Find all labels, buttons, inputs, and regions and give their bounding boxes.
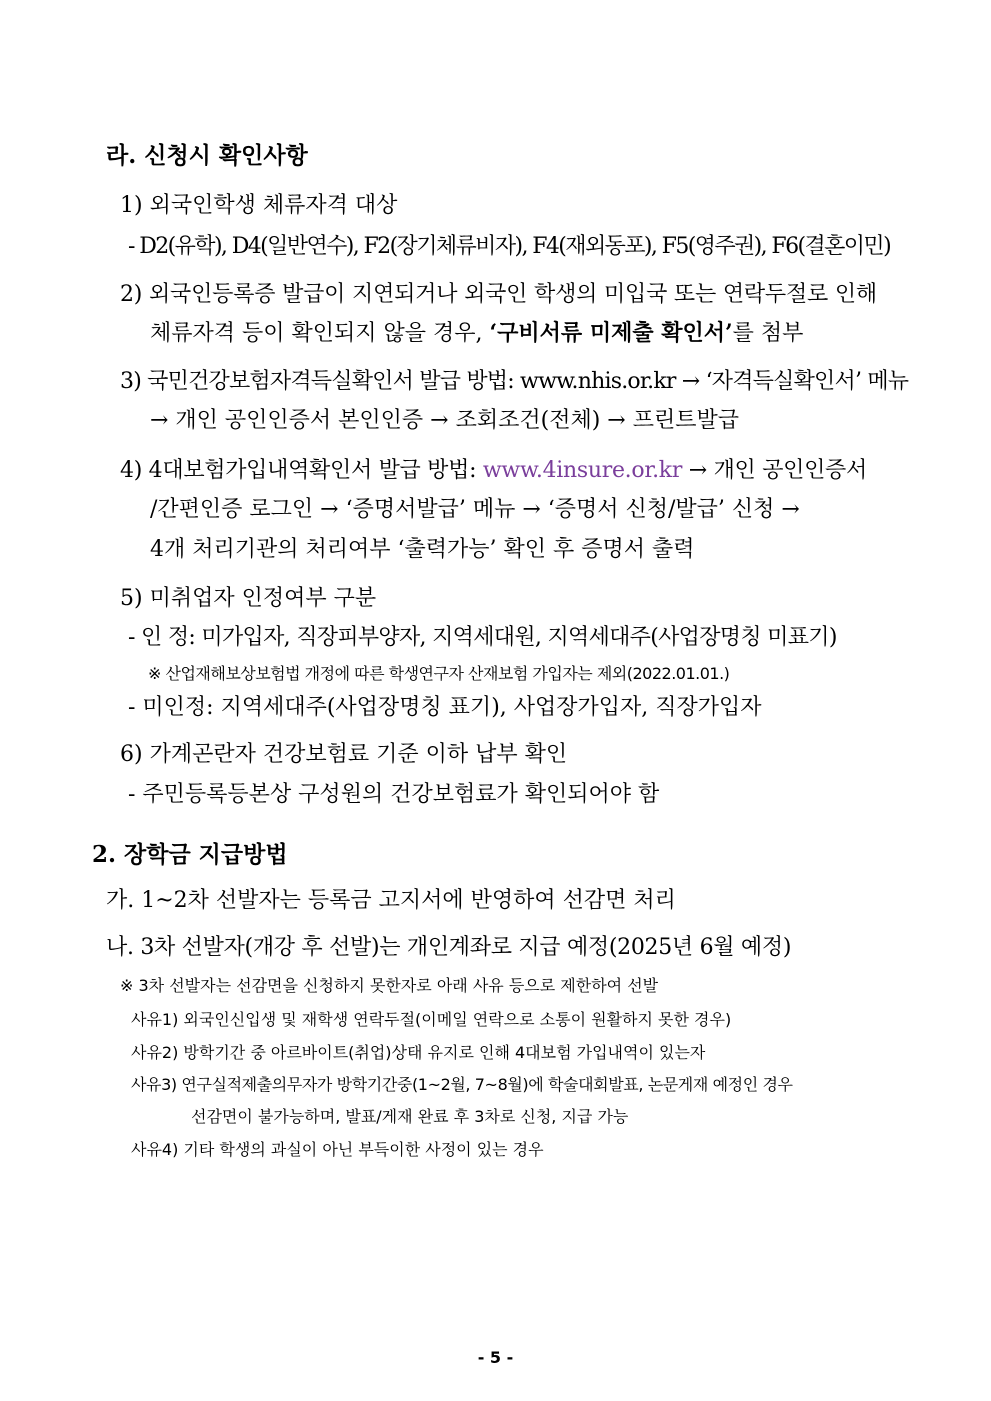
- item2-line2: [150, 320, 803, 347]
- item5-unrecognized: - 미인정: 지역세대주(사업장명칭 표기), 사업장가입자, 직장가입자: [128, 695, 762, 720]
- item-a: 가. 1~2차 선발자는 등록금 고지서에 반영하여 선감면 처리: [106, 888, 676, 913]
- item4-line1-post: → 개인 공인인증서: [688, 458, 867, 483]
- item5-title: 5) 미취업자 인정여부 구분: [120, 586, 377, 611]
- item4-line2: /간편인증 로그인 → ‘증명서발급’ 메뉴 → ‘증명서 신청/발급’ 신청 →: [150, 497, 800, 522]
- reason-4: 사유4) 기타 학생의 과실이 아닌 부득이한 사정이 있는 경우: [131, 1140, 544, 1159]
- section-heading-2: 2. 장학금 지급방법: [92, 841, 288, 868]
- item4-line1: [120, 458, 867, 484]
- section2-note: ※ 3차 선발자는 선감면을 신청하지 못한자로 아래 사유 등으로 제한하여 선발: [120, 976, 659, 995]
- item5-recognized: - 인 정: 미가입자, 직장피부양자, 지역세대원, 지역세대주(사업장명칭 미표기): [128, 625, 837, 650]
- item1-title: 1) 외국인학생 체류자격 대상: [120, 193, 398, 218]
- item2-line2-post: 를 첨부: [732, 321, 804, 346]
- reason-1: 사유1) 외국인신입생 및 재학생 연락두절(이메일 연락으로 소통이 원활하지 못한 경우): [131, 1010, 732, 1029]
- item2-line2-bold: ‘구비서류 미제출 확인서’: [489, 320, 733, 346]
- item3-line1: 3) 국민건강보험자격득실확인서 발급 방법: www.nhis.or.kr → ‘자격득실확인서’ 메뉴: [120, 369, 909, 394]
- item6-detail: - 주민등록등본상 구성원의 건강보험료가 확인되어야 함: [128, 782, 660, 807]
- item-b: 나. 3차 선발자(개강 후 선발)는 개인계좌로 지급 예정(2025년 6월 예정): [106, 935, 792, 960]
- section-heading-d: 라. 신청시 확인사항: [106, 142, 308, 169]
- item5-note: ※ 산업재해보상보험법 개정에 따른 학생연구자 산재보험 가입자는 제외(2022.01.01.): [148, 664, 730, 683]
- item2-line1: 2) 외국인등록증 발급이 지연되거나 외국인 학생의 미입국 또는 연락두절로 인해: [120, 282, 877, 307]
- item4-line1-pre: 4) 4대보험가입내역확인서 발급 방법:: [120, 458, 477, 483]
- item2-line2-pre: 체류자격 등이 확인되지 않을 경우,: [150, 321, 483, 346]
- reason-2: 사유2) 방학기간 중 아르바이트(취업)상태 유지로 인해 4대보험 가입내역이 있는자: [131, 1043, 706, 1062]
- item6-title: 6) 가계곤란자 건강보험료 기준 이하 납부 확인: [120, 742, 568, 767]
- item4-line3: 4개 처리기관의 처리여부 ‘출력가능’ 확인 후 증명서 출력: [150, 537, 695, 562]
- reason-3-line1: 사유3) 연구실적제출의무자가 방학기간중(1~2월, 7~8월)에 학술대회발표, 논문게재 예정인 경우: [131, 1075, 793, 1094]
- reason-3-line2: 선감면이 불가능하며, 발표/게재 완료 후 3차로 신청, 지급 가능: [191, 1107, 629, 1126]
- page-number: - 5 -: [477, 1348, 514, 1367]
- item3-line2: → 개인 공인인증서 본인인증 → 조회조건(전체) → 프린트발급: [150, 408, 739, 433]
- item1-detail: - D2(유학), D4(일반연수), F2(장기체류비자), F4(재외동포), F5(영주권), F6(결혼이민): [128, 234, 891, 259]
- insure-link[interactable]: www.4insure.or.kr: [482, 458, 683, 483]
